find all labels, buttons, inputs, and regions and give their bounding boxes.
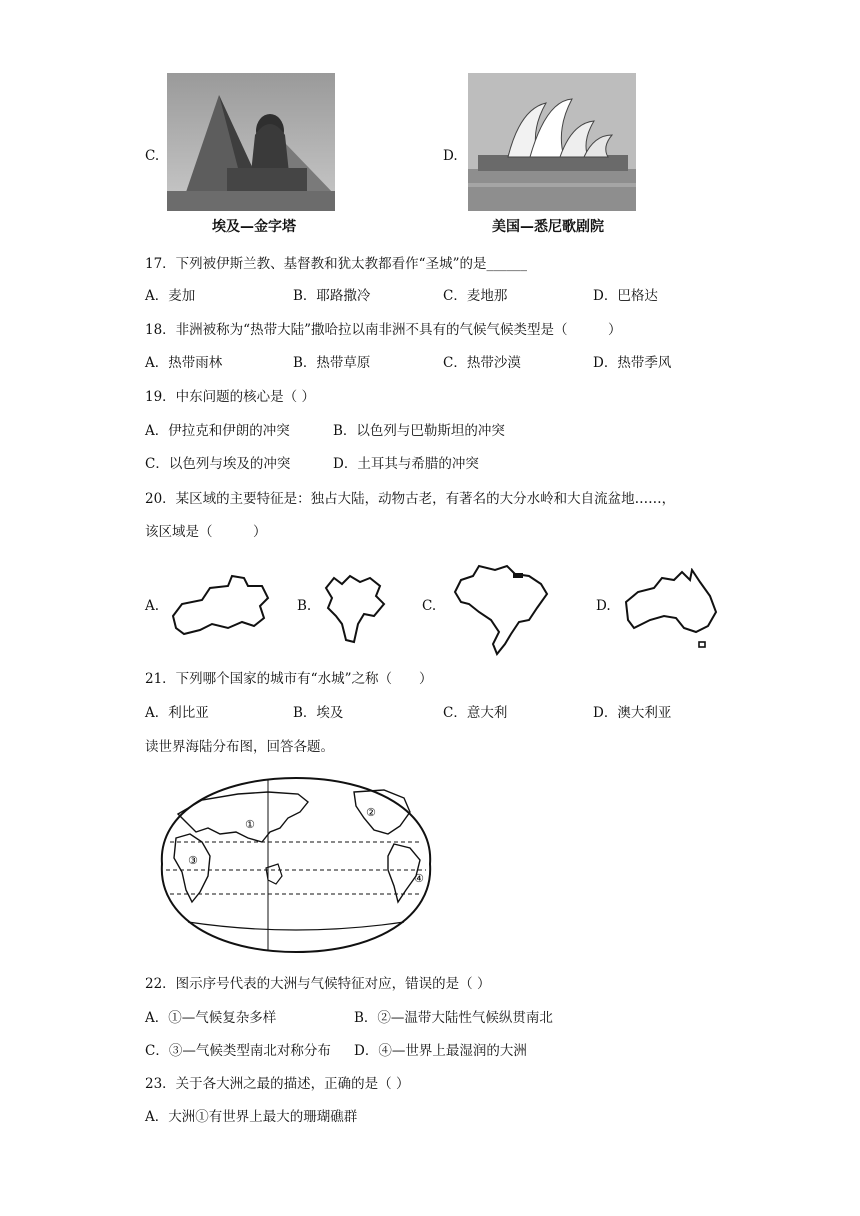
map-label-2: ②	[366, 806, 376, 819]
q17-option-b: B．耶路撒冷	[293, 288, 371, 304]
region-outline-d	[620, 568, 720, 650]
map-label-4: ④	[414, 872, 424, 885]
q21-stem: 21．下列哪个国家的城市有“水城”之称（ ）	[145, 671, 433, 687]
q20-option-a-label: A.	[145, 598, 160, 614]
q17-stem: 17．下列被伊斯兰教、基督教和犹太教都看作“圣城”的是______	[145, 256, 527, 272]
q17-option-c: C．麦地那	[443, 288, 508, 304]
map-label-3: ③	[188, 854, 198, 867]
q23-option-a: A．大洲①有世界上最大的珊瑚礁群	[145, 1109, 358, 1125]
q18-stem: 18．非洲被称为“热带大陆”撒哈拉以南非洲不具有的气候气候类型是（ ）	[145, 322, 622, 338]
option-c-label: C.	[145, 148, 160, 164]
q18-option-d: D．热带季风	[593, 355, 672, 371]
region-outline-a	[168, 570, 273, 640]
q20-option-d-label: D.	[596, 598, 611, 614]
q22-option-a: A．①—气候复杂多样	[145, 1010, 277, 1026]
photo-d-caption: 美国—悉尼歌剧院	[492, 219, 604, 235]
sydney-opera-house-image	[468, 73, 636, 211]
q20-option-c-label: C.	[422, 598, 437, 614]
q17-option-d: D．巴格达	[593, 288, 658, 304]
q22-stem: 22．图示序号代表的大洲与气候特征对应，错误的是（ ）	[145, 976, 491, 992]
opera-house-photo	[468, 73, 636, 211]
q19-option-d: D．土耳其与希腊的冲突	[333, 456, 479, 472]
q22-option-c: C．③—气候类型南北对称分布	[145, 1043, 331, 1059]
q21-option-b: B．埃及	[293, 705, 344, 721]
q21-option-c: C．意大利	[443, 705, 508, 721]
q18-option-c: C．热带沙漠	[443, 355, 521, 371]
q19-option-b: B．以色列与巴勒斯坦的冲突	[333, 423, 505, 439]
q19-stem: 19．中东问题的核心是（ ）	[145, 389, 315, 405]
q19-option-a: A．伊拉克和伊朗的冲突	[145, 423, 290, 439]
q19-option-c: C．以色列与埃及的冲突	[145, 456, 291, 472]
q17-option-a: A．麦加	[145, 288, 196, 304]
q21-option-d: D．澳大利亚	[593, 705, 672, 721]
option-d-label: D.	[443, 148, 458, 164]
q18-option-b: B．热带草原	[293, 355, 371, 371]
q20-stem-line2: 该区域是（ ）	[145, 524, 267, 540]
q22-option-d: D．④—世界上最湿润的大洲	[354, 1043, 527, 1059]
pyramid-photo	[167, 73, 335, 211]
q20-option-b-label: B.	[297, 598, 312, 614]
region-outline-c	[449, 562, 555, 656]
q22-option-b: B．②—温带大陆性气候纵贯南北	[354, 1010, 553, 1026]
q21-option-a: A．利比亚	[145, 705, 209, 721]
pyramid-sphinx-image	[167, 73, 335, 211]
photo-c-caption: 埃及—金字塔	[212, 219, 296, 235]
q23-stem: 23．关于各大洲之最的描述，正确的是（ ）	[145, 1076, 410, 1092]
map-intro: 读世界海陆分布图，回答各题。	[145, 739, 334, 755]
world-map	[148, 772, 444, 957]
q20-stem-line1: 20．某区域的主要特征是：独占大陆，动物古老，有著名的大分水岭和大自流盆地……，	[145, 491, 676, 507]
region-outline-b	[320, 574, 390, 646]
map-label-1: ①	[245, 818, 255, 831]
q18-option-a: A．热带雨林	[145, 355, 223, 371]
